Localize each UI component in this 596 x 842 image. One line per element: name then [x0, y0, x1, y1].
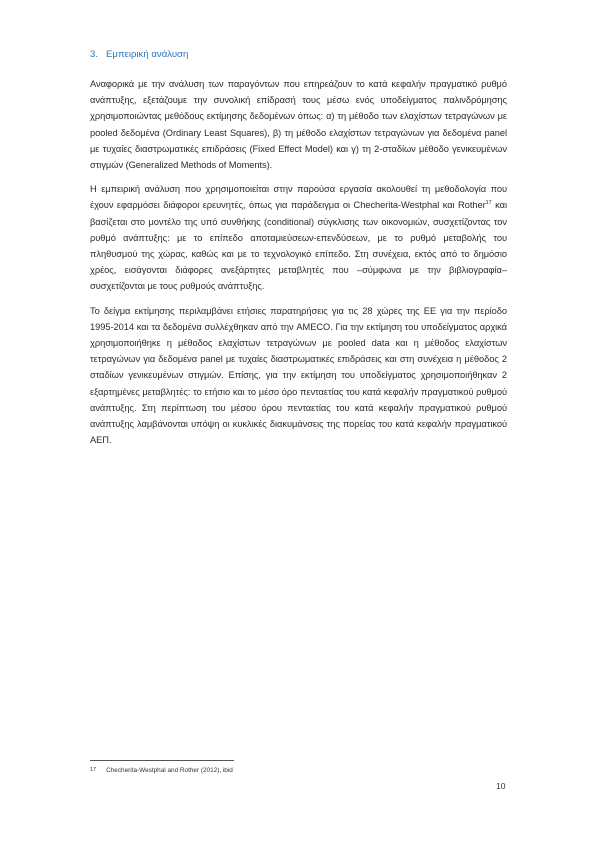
- paragraph-3: Το δείγμα εκτίμησης περιλαμβάνει ετήσιες παρατηρήσεις για τις 28 χώρες της ΕΕ για την περίοδο 1995-2014 και τα δεδομένα συλλέχθηκαν από την AMECO. Για την εκτίμηση του υποδείγματος αρχικά χρησιμοποιήθηκε η μέθοδος ελαχίστων τετραγώνων με pooled data και η μέθοδος ελαχίστων τετραγώνων για δεδομένα panel με τυχαίες διαστρωματικές επιδράσεις και στη συνέχεια η μέθοδος 2 σταδίων γενικευμένων στιγμών. Επίσης, για την εκτίμηση του υποδείγματος χρησιμοποιήθηκαν 2 εξαρτημένες μεταβλητές: το ετήσιο και το μέσο όρο πενταετίας του κατά κεφαλήν πραγματικού ρυθμού ανάπτυξης. Στη περίπτωση του μέσου όρου πενταετίας του κατά κεφαλήν πραγματικού ρυθμού ανάπτυξης λαμβάνονται υπόψη οι κυκλικές διακυμάνσεις της πορείας του κατά κεφαλήν πραγματικού ΑΕΠ.: [90, 305, 507, 446]
- paragraph-1: Αναφορικά με την ανάλυση των παραγόντων που επηρεάζουν το κατά κεφαλήν πραγματικό ρυθμό ανάπτυξης, εξετάζουμε την συνολική επίδρασή τους μέσω ενός υποδείγματος παλινδρόμησης χρησιμοποιώντας μεθόδους εκτίμησης δεδομένων όπως: α) τη μέθοδο των ελαχίστων τετραγώνων με pooled δεδομένα (Ordinary Least Squares), β) τη μέθοδο ελαχίστων τετραγώνων για δεδομένα panel με τυχαίες διαστρωματικές επιδράσεις (Fixed Effect Model) και γ) τη 2-σταδίων μέθοδο γενικευμένων στιγμών (Generalized Methods of Moments).: [90, 79, 507, 171]
- section-number: 3.: [90, 49, 99, 60]
- paragraph-2-end: και βασίζεται στο μοντέλο της υπό συνθήκης (conditional) σύγκλισης των οικονομιών, συσχετίζοντας τον ρυθμό ανάπτυξης: με το επίπεδο αποταμιεύσεων-επενδύσεων, με το ρυθμό μεταβολής του πληθυσμού της χώρας, καθώς και με το τεχνολογικό επίπεδο. Στη συνέχεια, εκτός από το δημόσιο χρέος, εισάγονται διάφορες ανεξάρτητες μεταβλητές που –σύμφωνα με την βιβλιογραφία– συσχετίζονται με τους ρυθμούς ανάπτυξης.: [90, 200, 508, 292]
- footnote-mark: 17: [90, 767, 97, 773]
- footnote-reference[interactable]: 17: [485, 200, 492, 207]
- paragraph-2: [90, 181, 507, 294]
- section-heading: [90, 49, 188, 60]
- footnote: [90, 767, 233, 774]
- section-title: Εμπειρική ανάλυση: [106, 49, 189, 60]
- footnote-text: Checherita-Westphal and Rother (2012), ibid: [106, 767, 233, 774]
- paragraph-2-start: Η εμπειρική ανάλυση που χρησιμοποιείται στην παρούσα εργασία ακολουθεί τη μεθοδολογία που έχουν εφαρμόσει διάφοροι ερευνητές, όπως για παράδειγμα οι Checherita-Westphal και Rother: [90, 184, 507, 211]
- body-text: [90, 76, 507, 456]
- footnote-separator: [90, 760, 234, 761]
- page-number: 10: [496, 781, 506, 791]
